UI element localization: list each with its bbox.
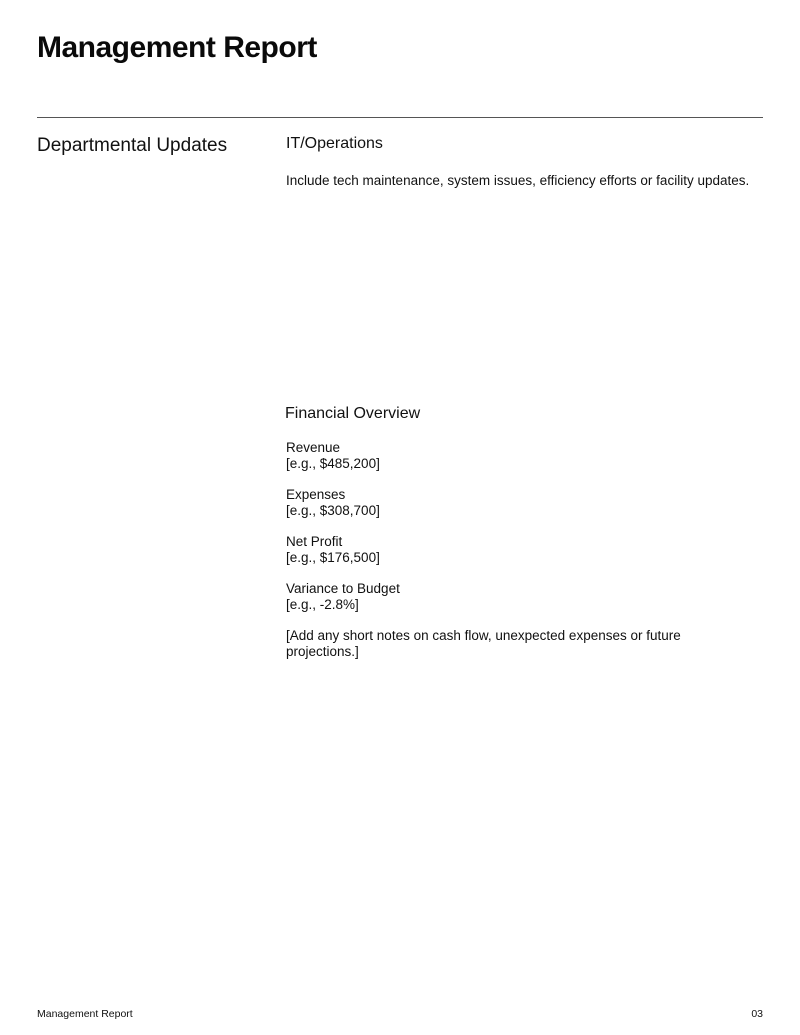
page-title: Management Report [37, 31, 317, 64]
it-operations-description: Include tech maintenance, system issues, efficiency efforts or facility updates. [286, 173, 750, 188]
footer-page-number: 03 [751, 1008, 763, 1020]
footer-report-title: Management Report [37, 1008, 133, 1020]
metric-expenses [286, 487, 726, 519]
metric-variance-to-budget [286, 581, 726, 613]
metric-net-profit [286, 534, 726, 566]
metric-revenue [286, 440, 726, 472]
metric-label: Revenue [286, 440, 341, 455]
section-heading: Departmental Updates [37, 135, 228, 156]
header-divider [37, 117, 763, 118]
metric-value: [e.g., $308,700] [286, 503, 380, 518]
financial-metrics-list [286, 440, 726, 628]
financial-overview-heading: Financial Overview [285, 405, 421, 422]
metric-value: [e.g., $485,200] [286, 456, 380, 471]
metric-value: [e.g., -2.8%] [286, 597, 359, 612]
it-operations-heading: IT/Operations [286, 135, 383, 152]
financial-notes: [Add any short notes on cash flow, unexpected expenses or future projections.] [286, 628, 681, 659]
metric-label: Net Profit [286, 534, 343, 549]
metric-label: Expenses [286, 487, 346, 502]
metric-label: Variance to Budget [286, 581, 400, 596]
metric-value: [e.g., $176,500] [286, 550, 380, 565]
